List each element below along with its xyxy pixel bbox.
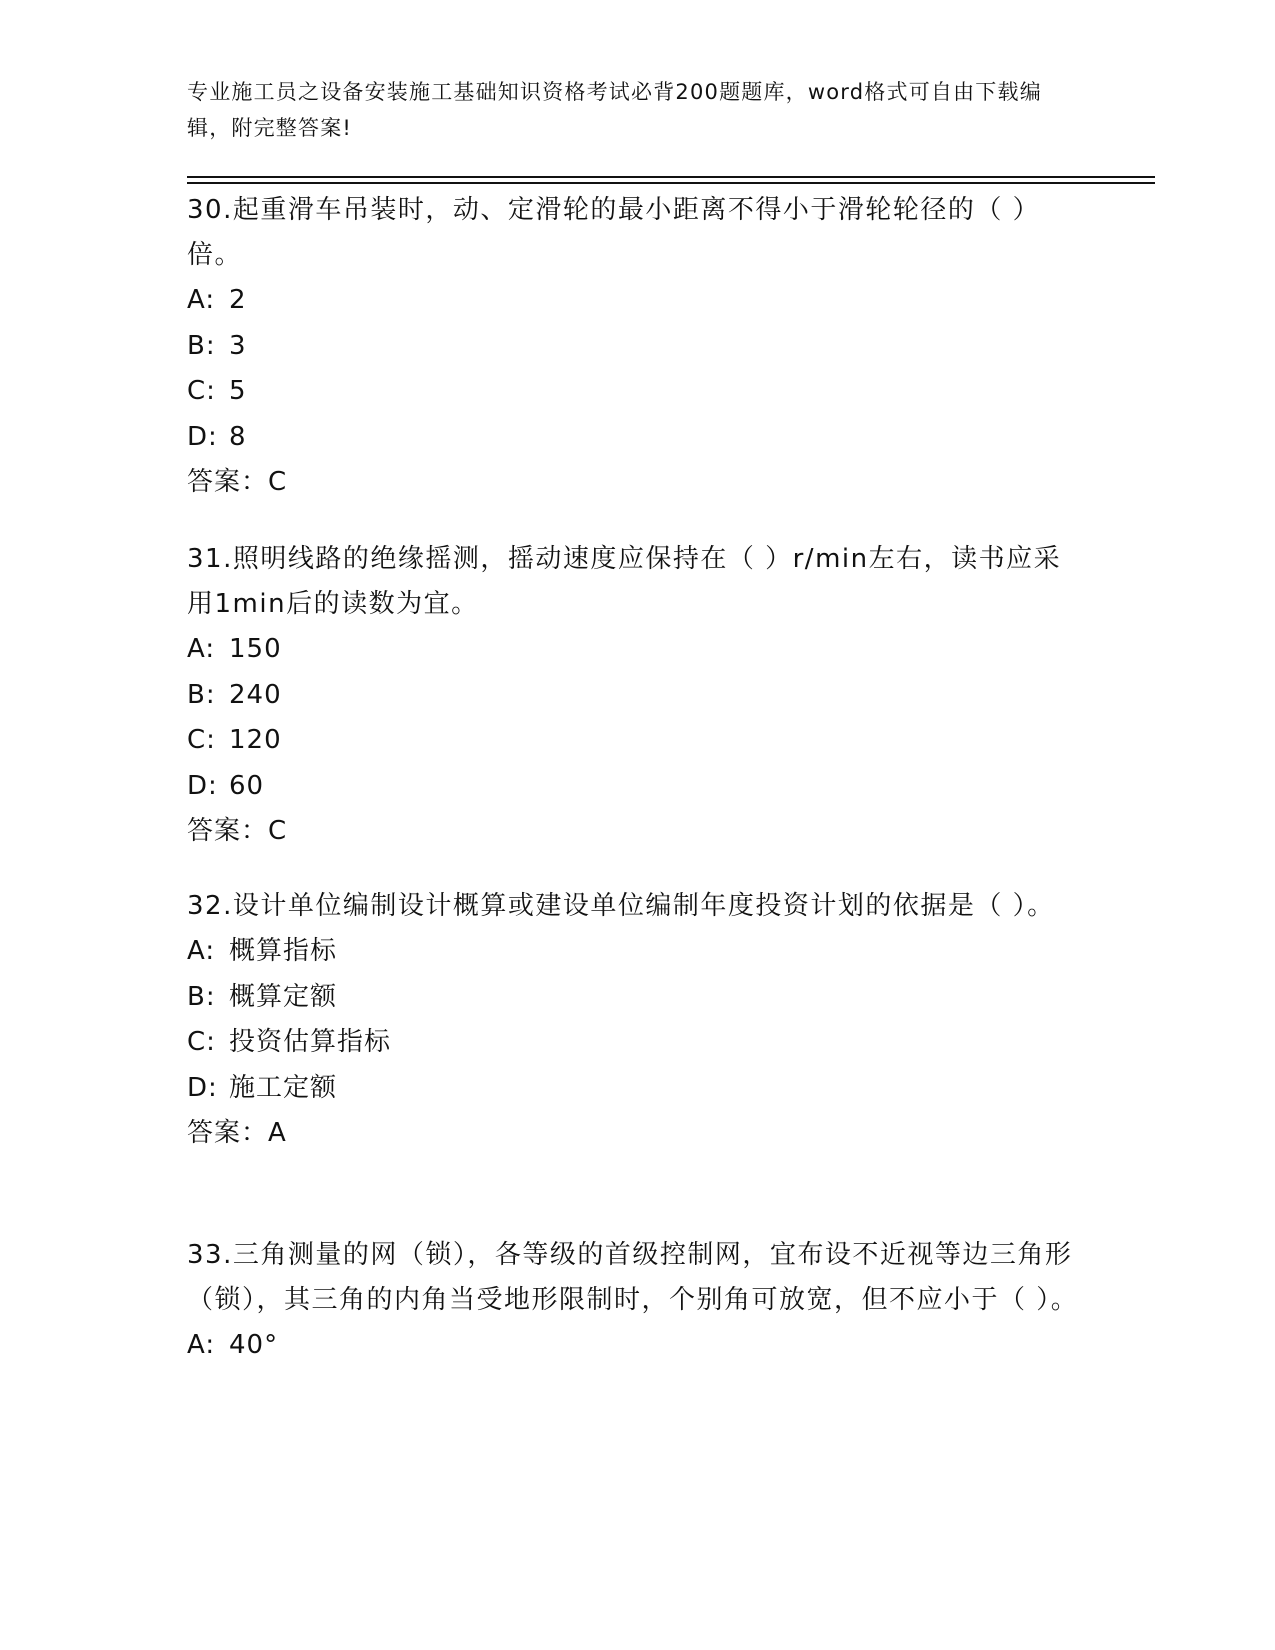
answer: 答案：A	[187, 1118, 287, 1148]
option-text: 120	[229, 725, 282, 755]
option-key: D:	[187, 1072, 218, 1103]
answer: 答案：C	[187, 816, 288, 846]
option-a	[187, 929, 1087, 975]
option-text: 概算指标	[229, 936, 338, 966]
option-key: D:	[187, 770, 218, 801]
option-text: 5	[229, 376, 247, 406]
option-key: A:	[187, 285, 216, 315]
option-a	[187, 1323, 1087, 1369]
option-b	[187, 975, 1087, 1021]
option-c	[187, 369, 1087, 415]
option-key: C:	[187, 376, 216, 406]
option-text: 施工定额	[229, 1072, 338, 1103]
option-c	[187, 718, 1087, 764]
question-stem: 30.起重滑车吊装时，动、定滑轮的最小距离不得小于滑轮轮径的（ ）倍。	[187, 195, 1041, 270]
header-divider-top	[187, 176, 1155, 178]
option-text: 投资估算指标	[229, 1027, 392, 1057]
option-key: D:	[187, 421, 218, 452]
option-text: 8	[229, 421, 247, 452]
option-key: A:	[187, 634, 216, 664]
option-key: B:	[187, 330, 216, 361]
question-33	[187, 1233, 1087, 1369]
option-a	[187, 627, 1087, 673]
option-d	[187, 1066, 1087, 1112]
option-c	[187, 1020, 1087, 1066]
answer: 答案：C	[187, 467, 288, 497]
option-key: A:	[187, 936, 216, 966]
question-stem: 33.三角测量的网（锁），各等级的首级控制网，宜布设不近视等边三角形（锁），其三角的内角当受地形限制时，个别角可放宽，但不应小于（ ）。	[187, 1240, 1079, 1315]
question-30	[187, 188, 1087, 504]
option-text: 概算定额	[229, 981, 338, 1012]
option-b	[187, 324, 1087, 370]
option-key: C:	[187, 725, 216, 755]
option-key: A:	[187, 1330, 216, 1360]
option-key: B:	[187, 679, 216, 710]
question-32	[187, 884, 1087, 1155]
option-text: 40°	[229, 1330, 279, 1360]
header-divider-bottom	[187, 182, 1155, 184]
option-d	[187, 764, 1087, 810]
option-key: B:	[187, 981, 216, 1012]
option-text: 150	[229, 634, 282, 664]
question-stem: 31.照明线路的绝缘摇测，摇动速度应保持在（ ）r/min左右，读书应采用1min后的读数为宜。	[187, 544, 1062, 619]
option-text: 240	[229, 679, 282, 710]
option-text: 2	[229, 285, 247, 315]
option-d	[187, 415, 1087, 461]
question-stem: 32.设计单位编制设计概算或建设单位编制年度投资计划的依据是（ ）。	[187, 891, 1055, 921]
option-text: 3	[229, 330, 247, 361]
question-31	[187, 537, 1087, 853]
option-b	[187, 673, 1087, 719]
option-a	[187, 278, 1087, 324]
option-key: C:	[187, 1027, 216, 1057]
option-text: 60	[229, 770, 265, 801]
document-header: 专业施工员之设备安装施工基础知识资格考试必背200题题库，word格式可自由下载编辑，附完整答案!	[187, 80, 1042, 140]
